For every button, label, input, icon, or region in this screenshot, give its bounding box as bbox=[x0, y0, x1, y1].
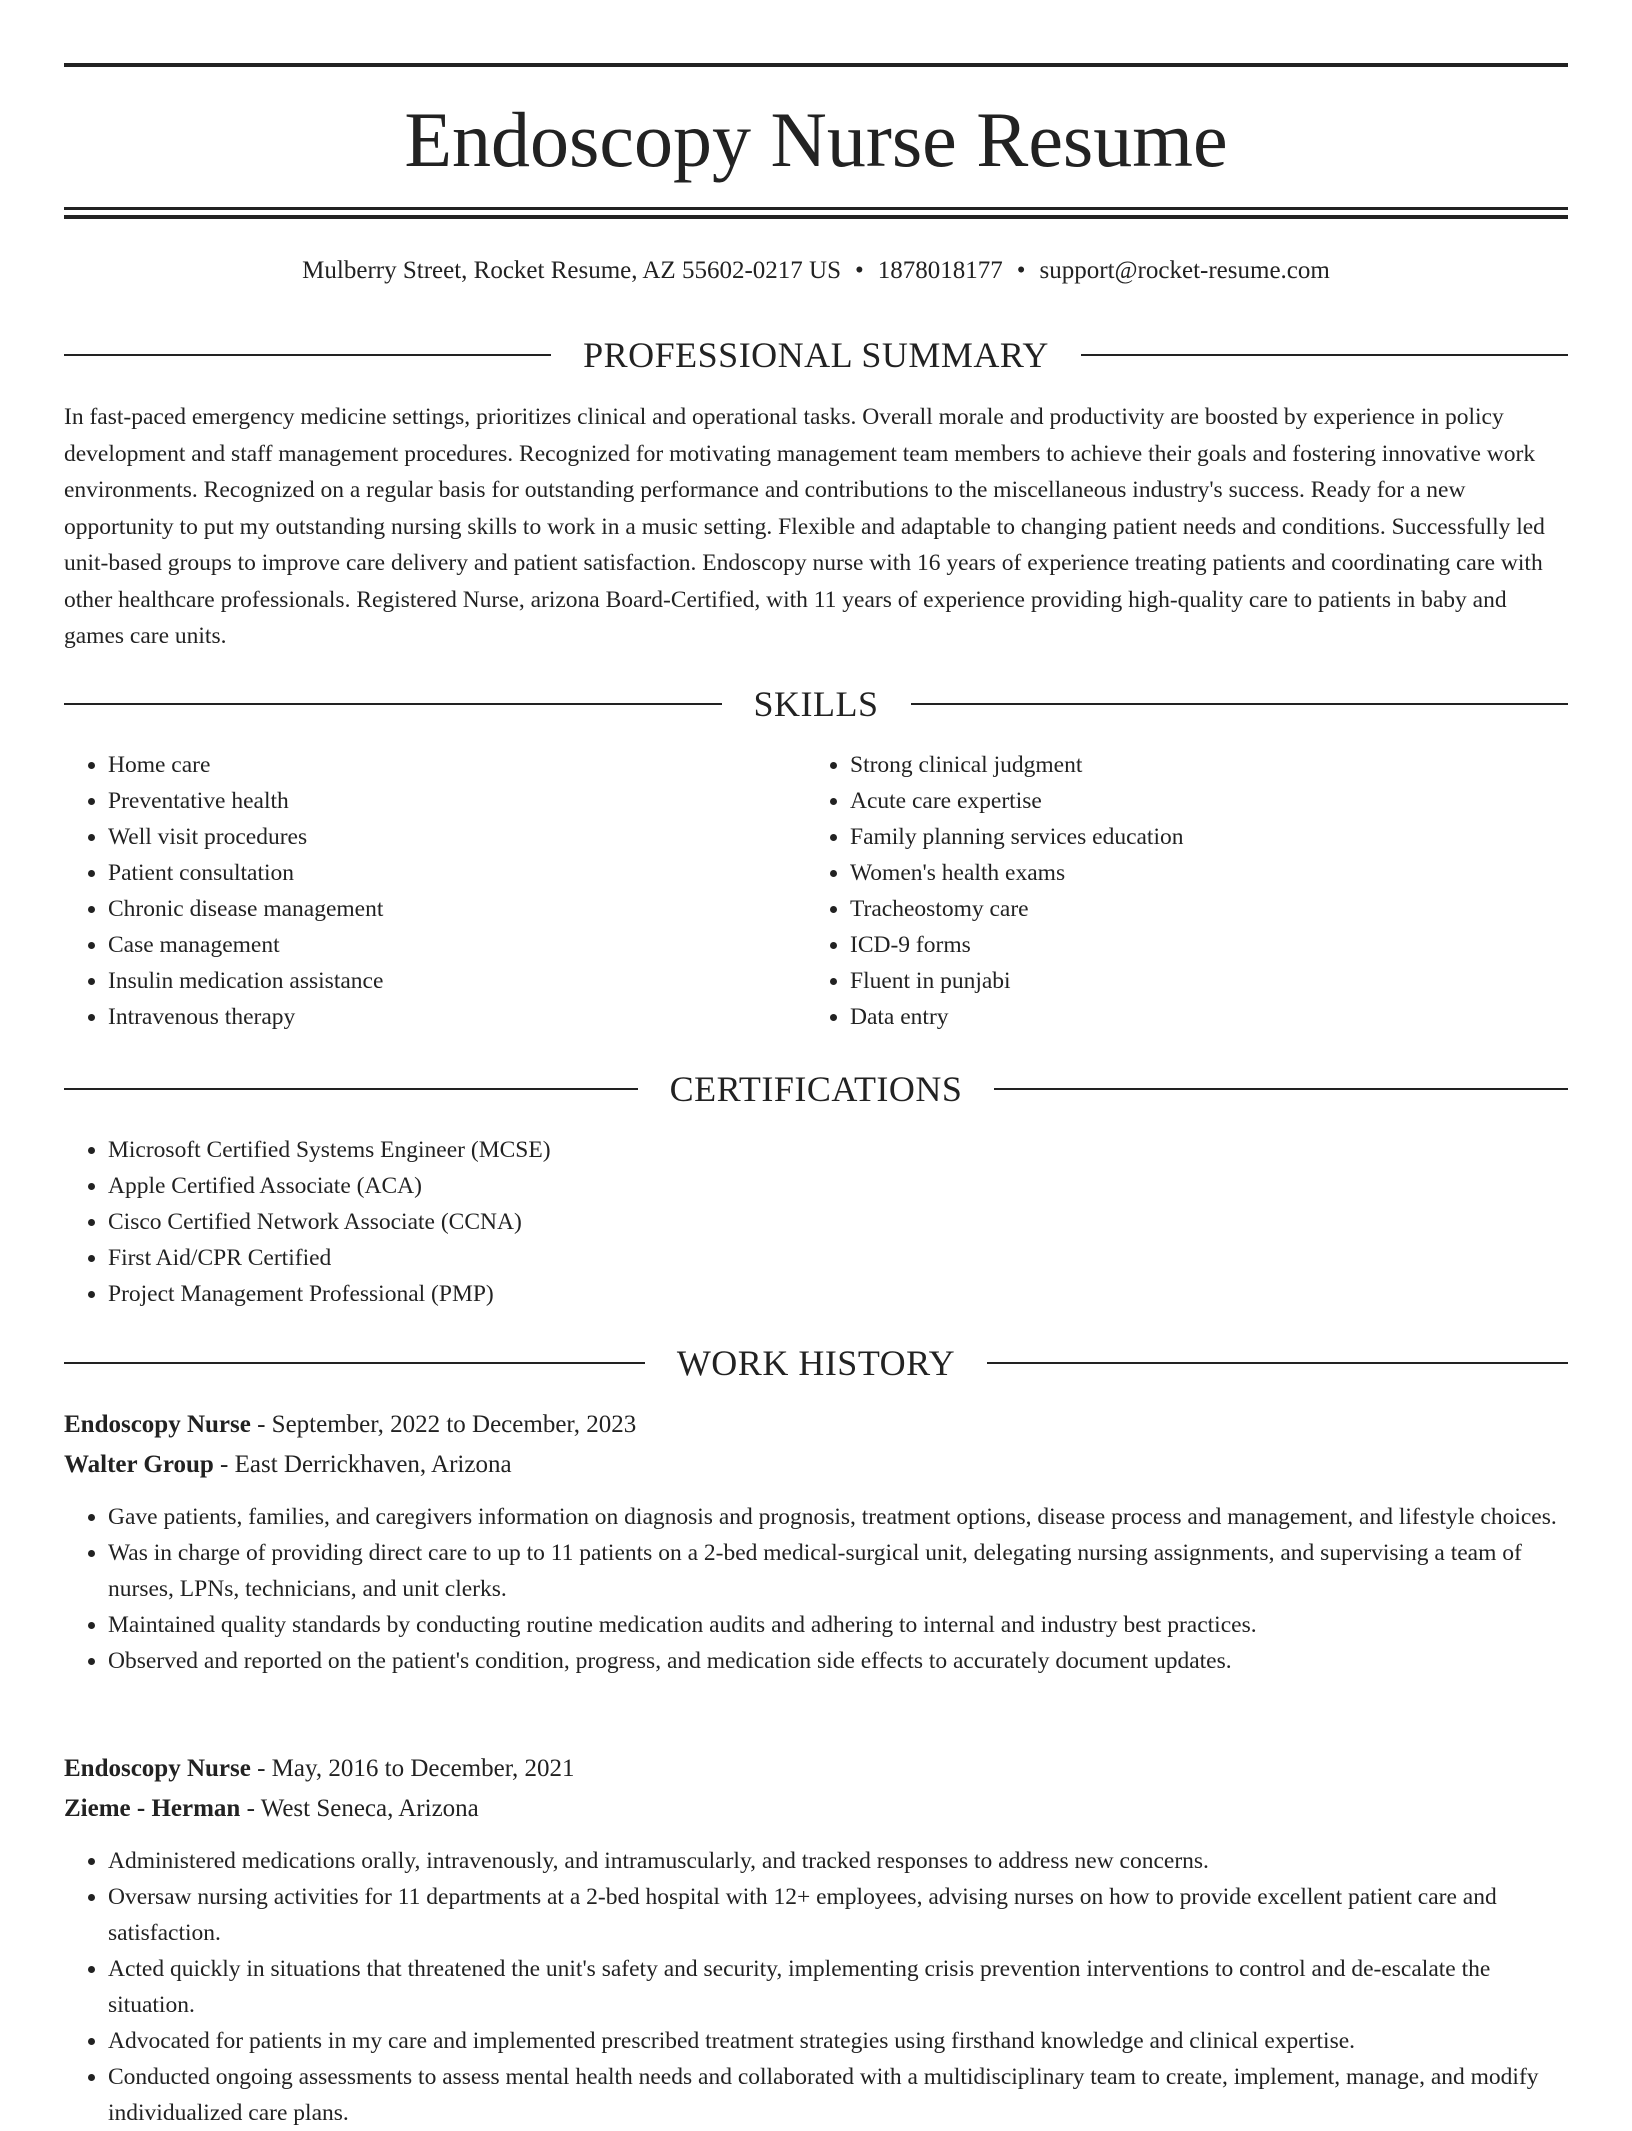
skill-item: • Data entry bbox=[850, 999, 1590, 1035]
heading-rule-right bbox=[911, 703, 1569, 705]
certification-item: • First Aid/CPR Certified bbox=[108, 1240, 1588, 1276]
duty-item: • Conducted ongoing assessments to assess mental health needs and collaborated with a multidisciplinary team to create, implement, manage, and modify individualized care plans. bbox=[108, 2059, 1568, 2131]
job-location: West Seneca, Arizona bbox=[260, 1795, 479, 1822]
job-title-line: Endoscopy Nurse - September, 2022 to December, 2023 bbox=[64, 1411, 637, 1438]
skill-item: • Acute care expertise bbox=[850, 783, 1590, 819]
job-location: East Derrickhaven, Arizona bbox=[234, 1451, 512, 1478]
section-title: PROFESSIONAL SUMMARY bbox=[583, 335, 1049, 375]
job-role: Endoscopy Nurse bbox=[64, 1411, 251, 1438]
contact-separator: • bbox=[1016, 257, 1026, 284]
skill-item: • Home care bbox=[108, 747, 798, 783]
heading-rule-left bbox=[64, 703, 722, 705]
duty-item: • Was in charge of providing direct care to up to 11 patients on a 2-bed medical-surgical unit, delegating nursing assignments, and supervising a team of nurses, LPNs, technicians, and unit clerks. bbox=[108, 1535, 1568, 1607]
duty-item: • Advocated for patients in my care and implemented prescribed treatment strategies using firsthand knowledge and clinical expertise. bbox=[108, 2023, 1568, 2059]
job-employer: Zieme - Herman bbox=[64, 1795, 241, 1822]
title-double-rule bbox=[64, 207, 1568, 219]
section-heading-summary bbox=[64, 332, 1568, 378]
heading-rule-right bbox=[994, 1088, 1568, 1090]
heading-rule-left bbox=[64, 1362, 645, 1364]
job-title-line: Endoscopy Nurse - May, 2016 to December, 2021 bbox=[64, 1755, 575, 1782]
contact-phone: 1878018177 bbox=[877, 257, 1003, 284]
section-title: WORK HISTORY bbox=[676, 1343, 956, 1383]
job-employer: Walter Group bbox=[64, 1451, 214, 1478]
skills-list-left bbox=[64, 747, 798, 1035]
section-title: CERTIFICATIONS bbox=[669, 1069, 963, 1109]
section-heading-certifications bbox=[64, 1066, 1568, 1112]
section-title: SKILLS bbox=[753, 684, 879, 724]
certification-item: • Apple Certified Associate (ACA) bbox=[108, 1168, 1588, 1204]
skill-item: • Chronic disease management bbox=[108, 891, 798, 927]
professional-summary-text: In fast-paced emergency medicine settings, prioritizes clinical and operational tasks. Overall morale and productivity are boosted by experience in policy development and staff management procedures. Recognized for motivating management team members to achieve their goals and fostering innovative work environments. Recognized on a regular basis for outstanding performance and contributions to the miscellaneous industry's success. Ready for a new opportunity to put my outstanding nursing skills to work in a music setting. Flexible and adaptable to changing patient needs and conditions. Successfully led unit-based groups to improve care delivery and patient satisfaction. Endoscopy nurse with 16 years of experience treating patients and coordinating care with other healthcare professionals. Registered Nurse, arizona Board-Certified, with 11 years of experience providing high-quality care to patients in baby and games care units. bbox=[64, 404, 1545, 649]
heading-rule-left bbox=[64, 354, 551, 356]
job-dates: May, 2016 to December, 2021 bbox=[271, 1755, 575, 1782]
contact-email: support@rocket-resume.com bbox=[1039, 257, 1330, 284]
top-rule bbox=[64, 63, 1568, 67]
heading-rule-right bbox=[1081, 354, 1568, 356]
certification-item: • Microsoft Certified Systems Engineer (MCSE) bbox=[108, 1132, 1588, 1168]
resume-title: Endoscopy Nurse Resume bbox=[404, 96, 1228, 183]
skill-item: • Women's health exams bbox=[850, 855, 1590, 891]
skill-item: • Preventative health bbox=[108, 783, 798, 819]
job-dates: September, 2022 to December, 2023 bbox=[271, 1411, 637, 1438]
job-employer-line: Zieme - Herman - West Seneca, Arizona bbox=[64, 1795, 479, 1822]
contact-address: Mulberry Street, Rocket Resume, AZ 55602-0217 US bbox=[302, 257, 841, 284]
skill-item: • Well visit procedures bbox=[108, 819, 798, 855]
contact-line bbox=[64, 254, 1568, 288]
certifications-list bbox=[64, 1132, 1588, 1312]
skill-item: • Insulin medication assistance bbox=[108, 963, 798, 999]
job-employer-line: Walter Group - East Derrickhaven, Arizona bbox=[64, 1451, 512, 1478]
section-heading-skills bbox=[64, 681, 1568, 727]
skill-item: • Case management bbox=[108, 927, 798, 963]
duty-item: • Observed and reported on the patient's condition, progress, and medication side effects to accurately document updates. bbox=[108, 1643, 1568, 1679]
skill-item: • Tracheostomy care bbox=[850, 891, 1590, 927]
job-duties-list bbox=[64, 1499, 1568, 1679]
certification-item: • Cisco Certified Network Associate (CCNA) bbox=[108, 1204, 1588, 1240]
skill-item: • Family planning services education bbox=[850, 819, 1590, 855]
skills-list-right bbox=[806, 747, 1590, 1035]
skill-item: • Strong clinical judgment bbox=[850, 747, 1590, 783]
skill-item: • ICD-9 forms bbox=[850, 927, 1590, 963]
duty-item: • Oversaw nursing activities for 11 departments at a 2-bed hospital with 12+ employees, advising nurses on how to provide excellent patient care and satisfaction. bbox=[108, 1879, 1568, 1951]
skill-item: • Fluent in punjabi bbox=[850, 963, 1590, 999]
section-heading-work-history bbox=[64, 1340, 1568, 1386]
duty-item: • Acted quickly in situations that threatened the unit's safety and security, implementing crisis prevention interventions to control and de-escalate the situation. bbox=[108, 1951, 1568, 2023]
duty-item: • Maintained quality standards by conducting routine medication audits and adhering to internal and industry best practices. bbox=[108, 1607, 1568, 1643]
heading-rule-left bbox=[64, 1088, 638, 1090]
heading-rule-right bbox=[987, 1362, 1568, 1364]
skill-item: • Patient consultation bbox=[108, 855, 798, 891]
duty-item: • Administered medications orally, intravenously, and intramuscularly, and tracked responses to address new concerns. bbox=[108, 1843, 1568, 1879]
duty-item: • Gave patients, families, and caregivers information on diagnosis and prognosis, treatment options, disease process and management, and lifestyle choices. bbox=[108, 1499, 1568, 1535]
skill-item: • Intravenous therapy bbox=[108, 999, 798, 1035]
job-duties-list bbox=[64, 1843, 1568, 2131]
contact-separator: • bbox=[855, 257, 864, 284]
job-role: Endoscopy Nurse bbox=[64, 1755, 251, 1782]
certification-item: • Project Management Professional (PMP) bbox=[108, 1276, 1588, 1312]
